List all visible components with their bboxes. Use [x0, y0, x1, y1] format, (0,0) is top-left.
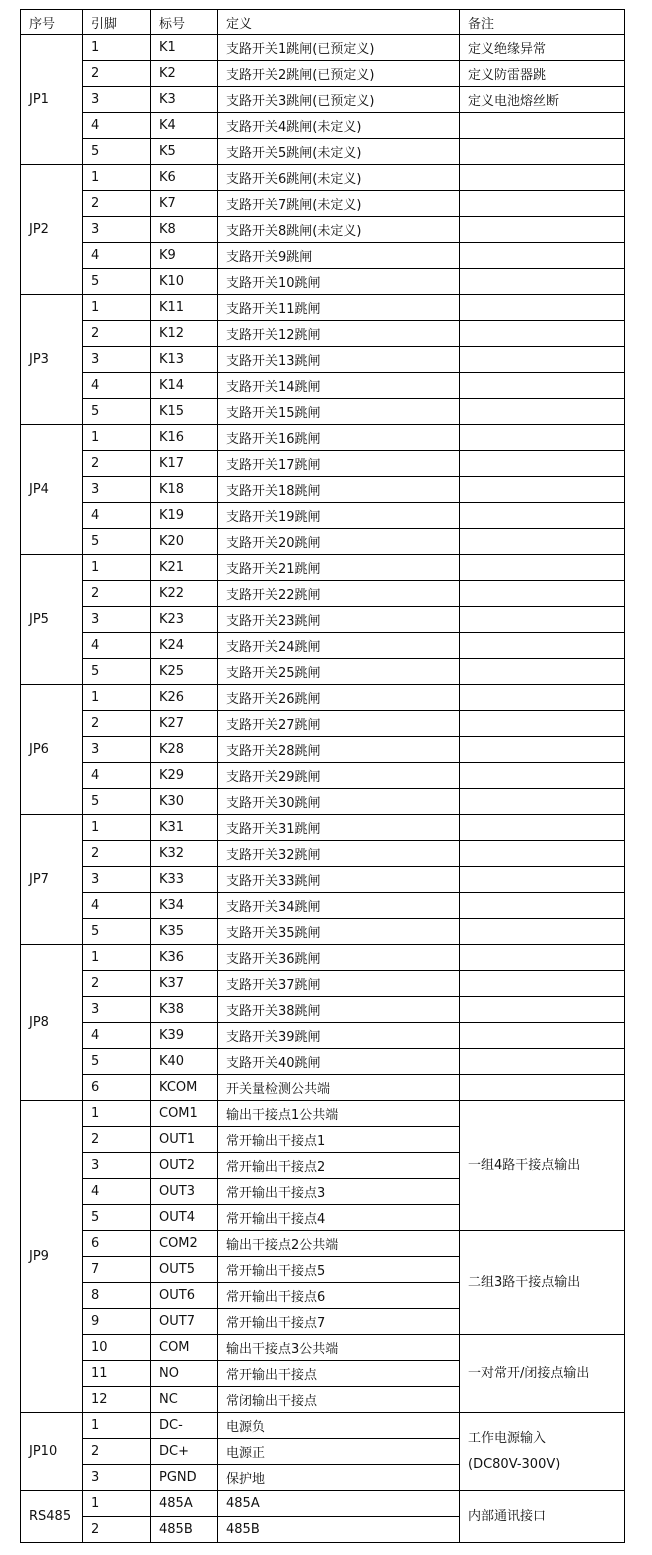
label-cell: K1 [151, 35, 218, 61]
label-cell: OUT1 [151, 1127, 218, 1153]
label-cell: K24 [151, 633, 218, 659]
label-cell: K27 [151, 711, 218, 737]
table-row [21, 971, 625, 997]
pin-cell: 5 [83, 139, 151, 165]
note-cell [460, 165, 625, 191]
label-cell: K10 [151, 269, 218, 295]
label-cell: K7 [151, 191, 218, 217]
note-cell [460, 347, 625, 373]
pin-cell: 3 [83, 867, 151, 893]
group-cell: JP3 [21, 295, 83, 425]
note-cell [460, 217, 625, 243]
note-cell [460, 399, 625, 425]
pin-cell: 8 [83, 1283, 151, 1309]
note-cell [460, 815, 625, 841]
table-row [21, 685, 625, 711]
note-cell [460, 503, 625, 529]
pin-cell: 2 [83, 451, 151, 477]
table-row [21, 399, 625, 425]
label-cell: K29 [151, 763, 218, 789]
note-cell [460, 919, 625, 945]
pin-cell: 4 [83, 1179, 151, 1205]
definition-cell: 输出干接点1公共端 [218, 1101, 460, 1127]
label-cell: K4 [151, 113, 218, 139]
note-cell [460, 113, 625, 139]
note-cell: 二组3路干接点输出 [460, 1231, 625, 1335]
group-cell: RS485 [21, 1491, 83, 1543]
note-cell [460, 893, 625, 919]
header-label: 标号 [151, 10, 218, 35]
definition-cell: 支路开关32跳闸 [218, 841, 460, 867]
pin-cell: 1 [83, 685, 151, 711]
label-cell: K5 [151, 139, 218, 165]
label-cell: K36 [151, 945, 218, 971]
definition-cell: 常开输出干接点 [218, 1361, 460, 1387]
table-row [21, 295, 625, 321]
table-row [21, 1075, 625, 1101]
pin-cell: 3 [83, 477, 151, 503]
label-cell: K39 [151, 1023, 218, 1049]
definition-cell: 支路开关12跳闸 [218, 321, 460, 347]
table-row [21, 529, 625, 555]
note-cell: 定义电池熔丝断 [460, 87, 625, 113]
label-cell: K34 [151, 893, 218, 919]
table-row [21, 269, 625, 295]
label-cell: K2 [151, 61, 218, 87]
note-cell [460, 191, 625, 217]
table-row [21, 893, 625, 919]
pin-cell: 1 [83, 425, 151, 451]
definition-cell: 支路开关35跳闸 [218, 919, 460, 945]
definition-cell: 485A [218, 1491, 460, 1517]
pin-cell: 4 [83, 113, 151, 139]
definition-cell: 支路开关6跳闸(未定义) [218, 165, 460, 191]
definition-cell: 常开输出干接点1 [218, 1127, 460, 1153]
table-row [21, 581, 625, 607]
label-cell: K15 [151, 399, 218, 425]
definition-cell: 支路开关26跳闸 [218, 685, 460, 711]
table-row [21, 425, 625, 451]
table-row [21, 789, 625, 815]
pin-cell: 2 [83, 711, 151, 737]
label-cell: K38 [151, 997, 218, 1023]
table-row [21, 321, 625, 347]
table-row [21, 87, 625, 113]
pin-cell: 1 [83, 1413, 151, 1439]
label-cell: K17 [151, 451, 218, 477]
definition-cell: 485B [218, 1517, 460, 1543]
definition-cell: 支路开关19跳闸 [218, 503, 460, 529]
table-row [21, 1023, 625, 1049]
definition-cell: 支路开关14跳闸 [218, 373, 460, 399]
note-cell [460, 1413, 625, 1491]
note-cell [460, 477, 625, 503]
definition-cell: 支路开关23跳闸 [218, 607, 460, 633]
label-cell: K25 [151, 659, 218, 685]
note-cell: 定义防雷器跳 [460, 61, 625, 87]
label-cell: K16 [151, 425, 218, 451]
table-row [21, 217, 625, 243]
note-cell: 一对常开/闭接点输出 [460, 1335, 625, 1413]
pin-cell: 5 [83, 659, 151, 685]
definition-cell: 支路开关11跳闸 [218, 295, 460, 321]
definition-cell: 输出干接点2公共端 [218, 1231, 460, 1257]
note-cell [460, 1075, 625, 1101]
note-cell [460, 425, 625, 451]
pin-cell: 3 [83, 607, 151, 633]
note-cell [460, 321, 625, 347]
note-cell [460, 685, 625, 711]
definition-cell: 常开输出干接点5 [218, 1257, 460, 1283]
note-cell [460, 451, 625, 477]
label-cell: K35 [151, 919, 218, 945]
pin-cell: 6 [83, 1075, 151, 1101]
header-row [21, 10, 625, 35]
label-cell: K21 [151, 555, 218, 581]
header-group: 序号 [21, 10, 83, 35]
note-cell [460, 945, 625, 971]
label-cell: K32 [151, 841, 218, 867]
pin-cell: 1 [83, 165, 151, 191]
pin-cell: 2 [83, 971, 151, 997]
label-cell: K22 [151, 581, 218, 607]
definition-cell: 支路开关13跳闸 [218, 347, 460, 373]
note-cell [460, 1049, 625, 1075]
pin-cell: 5 [83, 789, 151, 815]
definition-cell: 支路开关39跳闸 [218, 1023, 460, 1049]
table-row [21, 503, 625, 529]
definition-cell: 保护地 [218, 1465, 460, 1491]
note-cell [460, 841, 625, 867]
table-row [21, 1413, 625, 1439]
note-cell [460, 971, 625, 997]
note-cell [460, 581, 625, 607]
pin-cell: 3 [83, 347, 151, 373]
definition-cell: 支路开关36跳闸 [218, 945, 460, 971]
pin-cell: 7 [83, 1257, 151, 1283]
label-cell: K8 [151, 217, 218, 243]
definition-cell: 常开输出干接点7 [218, 1309, 460, 1335]
label-cell: K14 [151, 373, 218, 399]
note-cell [460, 867, 625, 893]
table-row [21, 659, 625, 685]
label-cell: COM [151, 1335, 218, 1361]
pin-cell: 4 [83, 633, 151, 659]
note-cell: 一组4路干接点输出 [460, 1101, 625, 1231]
pin-cell: 5 [83, 269, 151, 295]
definition-cell: 支路开关21跳闸 [218, 555, 460, 581]
note-cell [460, 243, 625, 269]
note-cell [460, 1023, 625, 1049]
table-row [21, 139, 625, 165]
definition-cell: 支路开关17跳闸 [218, 451, 460, 477]
definition-cell: 支路开关9跳闸 [218, 243, 460, 269]
definition-cell: 常开输出干接点6 [218, 1283, 460, 1309]
label-cell: K19 [151, 503, 218, 529]
note-cell [460, 295, 625, 321]
table-row [21, 373, 625, 399]
pin-cell: 4 [83, 893, 151, 919]
table-row [21, 997, 625, 1023]
label-cell: COM2 [151, 1231, 218, 1257]
note-cell [460, 607, 625, 633]
table-row [21, 763, 625, 789]
label-cell: DC- [151, 1413, 218, 1439]
note-cell [460, 997, 625, 1023]
group-cell: JP7 [21, 815, 83, 945]
group-cell: JP6 [21, 685, 83, 815]
label-cell: K3 [151, 87, 218, 113]
definition-cell: 支路开关27跳闸 [218, 711, 460, 737]
note-cell [460, 737, 625, 763]
label-cell: K6 [151, 165, 218, 191]
pin-cell: 4 [83, 763, 151, 789]
header-note: 备注 [460, 10, 625, 35]
note-line: (DC80V-300V) [468, 1456, 561, 1472]
pin-cell: 5 [83, 399, 151, 425]
label-cell: NC [151, 1387, 218, 1413]
note-cell [460, 789, 625, 815]
pin-cell: 2 [83, 1439, 151, 1465]
pin-cell: 6 [83, 1231, 151, 1257]
label-cell: K40 [151, 1049, 218, 1075]
table-row [21, 165, 625, 191]
table-row [21, 243, 625, 269]
label-cell: OUT2 [151, 1153, 218, 1179]
definition-cell: 常开输出干接点4 [218, 1205, 460, 1231]
definition-cell: 支路开关29跳闸 [218, 763, 460, 789]
table-row [21, 945, 625, 971]
table-row [21, 555, 625, 581]
table-row [21, 1231, 625, 1257]
table-row [21, 1491, 625, 1517]
definition-cell: 支路开关8跳闸(未定义) [218, 217, 460, 243]
table-row [21, 61, 625, 87]
definition-cell: 常开输出干接点3 [218, 1179, 460, 1205]
pin-cell: 12 [83, 1387, 151, 1413]
table-row [21, 347, 625, 373]
label-cell: K37 [151, 971, 218, 997]
label-cell: OUT7 [151, 1309, 218, 1335]
pin-cell: 1 [83, 555, 151, 581]
note-cell: 定义绝缘异常 [460, 35, 625, 61]
label-cell: K31 [151, 815, 218, 841]
definition-cell: 支路开关25跳闸 [218, 659, 460, 685]
note-cell [460, 633, 625, 659]
definition-cell: 支路开关15跳闸 [218, 399, 460, 425]
label-cell: OUT4 [151, 1205, 218, 1231]
table-row [21, 711, 625, 737]
pin-cell: 9 [83, 1309, 151, 1335]
label-cell: PGND [151, 1465, 218, 1491]
pin-cell: 4 [83, 503, 151, 529]
definition-cell: 支路开关18跳闸 [218, 477, 460, 503]
pin-cell: 5 [83, 919, 151, 945]
table-row [21, 451, 625, 477]
pin-cell: 2 [83, 841, 151, 867]
table-row [21, 1101, 625, 1127]
pin-cell: 2 [83, 61, 151, 87]
definition-cell: 开关量检测公共端 [218, 1075, 460, 1101]
pin-cell: 4 [83, 1023, 151, 1049]
label-cell: K20 [151, 529, 218, 555]
pin-cell: 5 [83, 529, 151, 555]
definition-cell: 支路开关31跳闸 [218, 815, 460, 841]
label-cell: OUT6 [151, 1283, 218, 1309]
label-cell: K9 [151, 243, 218, 269]
label-cell: KCOM [151, 1075, 218, 1101]
pin-cell: 11 [83, 1361, 151, 1387]
pin-cell: 5 [83, 1205, 151, 1231]
table-row [21, 633, 625, 659]
definition-cell: 支路开关33跳闸 [218, 867, 460, 893]
pin-cell: 3 [83, 1153, 151, 1179]
definition-cell: 支路开关1跳闸(已预定义) [218, 35, 460, 61]
pin-cell: 2 [83, 1127, 151, 1153]
definition-cell: 支路开关10跳闸 [218, 269, 460, 295]
label-cell: OUT5 [151, 1257, 218, 1283]
group-cell: JP8 [21, 945, 83, 1101]
label-cell: K18 [151, 477, 218, 503]
definition-cell: 支路开关40跳闸 [218, 1049, 460, 1075]
group-cell: JP10 [21, 1413, 83, 1491]
group-cell: JP2 [21, 165, 83, 295]
pin-cell: 5 [83, 1049, 151, 1075]
label-cell: NO [151, 1361, 218, 1387]
definition-cell: 支路开关20跳闸 [218, 529, 460, 555]
table-row [21, 815, 625, 841]
label-cell: K28 [151, 737, 218, 763]
note-cell [460, 139, 625, 165]
pin-cell: 2 [83, 1517, 151, 1543]
definition-cell: 电源正 [218, 1439, 460, 1465]
pin-cell: 10 [83, 1335, 151, 1361]
note-cell [460, 269, 625, 295]
pin-cell: 1 [83, 945, 151, 971]
label-cell: 485A [151, 1491, 218, 1517]
definition-cell: 支路开关3跳闸(已预定义) [218, 87, 460, 113]
label-cell: COM1 [151, 1101, 218, 1127]
label-cell: K26 [151, 685, 218, 711]
label-cell: K12 [151, 321, 218, 347]
pin-cell: 2 [83, 581, 151, 607]
pin-cell: 1 [83, 1101, 151, 1127]
definition-cell: 支路开关4跳闸(未定义) [218, 113, 460, 139]
note-cell [460, 763, 625, 789]
pin-cell: 1 [83, 295, 151, 321]
note-line: 工作电源输入 [468, 1430, 547, 1446]
header-definition: 定义 [218, 10, 460, 35]
table-row [21, 919, 625, 945]
group-cell: JP5 [21, 555, 83, 685]
definition-cell: 常闭输出干接点 [218, 1387, 460, 1413]
pin-cell: 1 [83, 35, 151, 61]
definition-cell: 支路开关22跳闸 [218, 581, 460, 607]
table-row [21, 477, 625, 503]
definition-cell: 电源负 [218, 1413, 460, 1439]
table-row [21, 737, 625, 763]
table-row [21, 607, 625, 633]
definition-cell: 常开输出干接点2 [218, 1153, 460, 1179]
table-row [21, 1335, 625, 1361]
pin-cell: 3 [83, 737, 151, 763]
definition-cell: 支路开关24跳闸 [218, 633, 460, 659]
label-cell: DC+ [151, 1439, 218, 1465]
note-cell [460, 529, 625, 555]
pin-cell: 3 [83, 997, 151, 1023]
definition-cell: 支路开关2跳闸(已预定义) [218, 61, 460, 87]
definition-cell: 支路开关28跳闸 [218, 737, 460, 763]
label-cell: K23 [151, 607, 218, 633]
note-cell [460, 373, 625, 399]
definition-cell: 支路开关30跳闸 [218, 789, 460, 815]
note-cell [460, 711, 625, 737]
definition-cell: 支路开关7跳闸(未定义) [218, 191, 460, 217]
label-cell: K33 [151, 867, 218, 893]
label-cell: K13 [151, 347, 218, 373]
label-cell: K30 [151, 789, 218, 815]
pin-cell: 1 [83, 815, 151, 841]
definition-cell: 支路开关16跳闸 [218, 425, 460, 451]
table-row [21, 113, 625, 139]
pin-cell: 3 [83, 87, 151, 113]
pin-cell: 1 [83, 1491, 151, 1517]
label-cell: K11 [151, 295, 218, 321]
table-row [21, 35, 625, 61]
definition-cell: 支路开关38跳闸 [218, 997, 460, 1023]
pin-definition-table [20, 9, 625, 1543]
table-body [21, 35, 625, 1543]
group-cell: JP9 [21, 1101, 83, 1413]
table-row [21, 867, 625, 893]
pin-cell: 3 [83, 217, 151, 243]
note-cell: 内部通讯接口 [460, 1491, 625, 1543]
table-row [21, 1049, 625, 1075]
definition-cell: 输出干接点3公共端 [218, 1335, 460, 1361]
definition-cell: 支路开关5跳闸(未定义) [218, 139, 460, 165]
note-cell [460, 659, 625, 685]
table-row [21, 841, 625, 867]
pin-cell: 2 [83, 321, 151, 347]
note-cell [460, 555, 625, 581]
label-cell: 485B [151, 1517, 218, 1543]
table-row [21, 191, 625, 217]
label-cell: OUT3 [151, 1179, 218, 1205]
group-cell: JP1 [21, 35, 83, 165]
pin-cell: 4 [83, 373, 151, 399]
pin-cell: 3 [83, 1465, 151, 1491]
definition-cell: 支路开关37跳闸 [218, 971, 460, 997]
header-pin: 引脚 [83, 10, 151, 35]
group-cell: JP4 [21, 425, 83, 555]
pin-cell: 2 [83, 191, 151, 217]
pin-cell: 4 [83, 243, 151, 269]
definition-cell: 支路开关34跳闸 [218, 893, 460, 919]
